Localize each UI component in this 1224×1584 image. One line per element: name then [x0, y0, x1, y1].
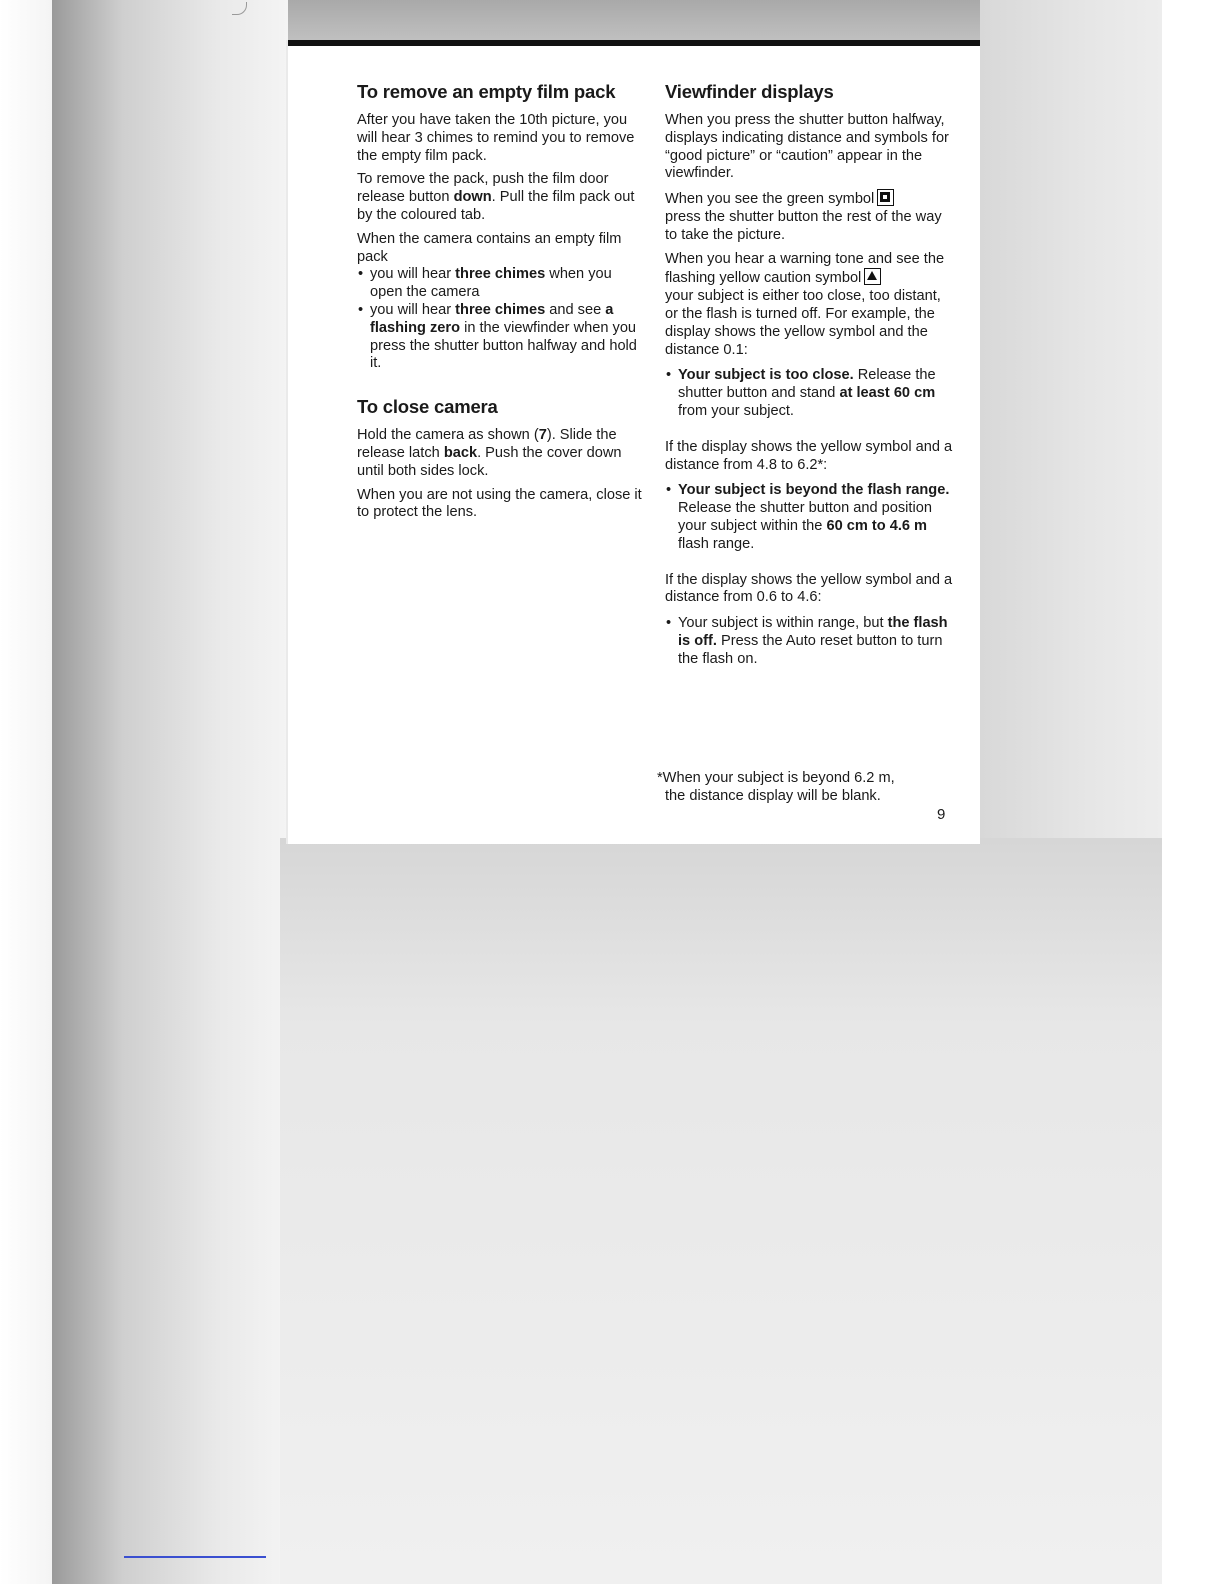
- close-camera-paragraph-1: [357, 427, 643, 480]
- flash-off-bullet-list: [665, 615, 955, 668]
- bold-run: at least 60 cm: [839, 385, 936, 402]
- text-run: . Pull the film pack out by the coloured tab.: [357, 189, 635, 223]
- scan-bottom-shadow: [280, 838, 1162, 1584]
- left-column: [357, 80, 643, 528]
- list-item: [665, 482, 955, 553]
- text-run: you will hear: [370, 301, 456, 318]
- bold-run: 60 cm to 4.6 m: [826, 517, 928, 534]
- text-run: press the shutter button the rest of the way to take the picture.: [665, 208, 942, 243]
- close-camera-paragraph-2: When you are not using the camera, close it to protect the lens.: [357, 486, 642, 521]
- text-run: you will hear: [370, 266, 456, 283]
- remove-pack-heading: To remove an empty film pack: [357, 81, 616, 102]
- distance-footnote: [657, 770, 957, 806]
- viewfinder-paragraph-5: If the display shows the yellow symbol and a distance from 0.6 to 4.6:: [665, 571, 953, 606]
- bold-run: down: [453, 189, 492, 206]
- text-run: Your subject is within range, but: [678, 615, 888, 632]
- footnote-line: the distance display will be blank.: [665, 787, 881, 804]
- bold-run: back: [443, 444, 478, 461]
- text-run: When you see the green symbol: [665, 191, 875, 208]
- text-run: To remove the pack, push the film door release button: [357, 171, 609, 206]
- scan-spine-shadow: [52, 0, 288, 1584]
- square-dot-icon: [877, 189, 894, 206]
- right-column: [665, 80, 955, 675]
- text-run: Release the shutter button and stand: [678, 367, 936, 402]
- triangle-icon: [864, 268, 881, 285]
- list-item: [665, 367, 955, 420]
- viewfinder-paragraph-3: [665, 251, 955, 360]
- bold-run: 7: [538, 427, 547, 444]
- text-run: when you open the camera: [370, 266, 612, 301]
- bold-run: Your subject is beyond the flash range.: [678, 482, 950, 499]
- beyond-range-bullet-list: [665, 482, 955, 553]
- text-run: your subject is either too close, too distant, or the flash is turned off. For example, the display shows the yellow symbol and the distance 0.1:: [665, 288, 941, 358]
- page-number: 9: [937, 806, 946, 823]
- list-item: [357, 302, 643, 373]
- text-run: Press the Auto reset button to turn the flash on.: [678, 632, 943, 667]
- viewfinder-paragraph-1: When you press the shutter button halfway, displays indicating distance and symbols for “good picture” or “caution” appear in the viewfinder.: [665, 112, 949, 182]
- scan-artifact-line: [124, 1556, 266, 1558]
- manual-page: [288, 40, 980, 844]
- bold-run: three chimes: [455, 266, 546, 283]
- bold-run: three chimes: [455, 301, 546, 318]
- viewfinder-paragraph-4: If the display shows the yellow symbol and a distance from 4.8 to 6.2*:: [665, 438, 953, 473]
- list-item: [665, 615, 955, 668]
- chime-bullet-list: [357, 266, 643, 373]
- text-run: in the viewfinder when you press the shutter button halfway and hold it.: [370, 319, 637, 372]
- remove-pack-paragraph-3: When the camera contains an empty film pack: [357, 230, 622, 265]
- close-camera-heading: To close camera: [357, 396, 498, 418]
- text-run: from your subject.: [678, 402, 794, 419]
- viewfinder-heading: Viewfinder displays: [665, 81, 834, 102]
- text-run: When you hear a warning tone and see the flashing yellow caution symbol: [665, 250, 945, 287]
- text-run: flash range.: [678, 535, 755, 552]
- bold-run: Your subject is too close.: [678, 367, 854, 384]
- text-run: . Push the cover down until both sides lock.: [357, 444, 622, 479]
- list-item: [357, 266, 643, 302]
- bold-run: a flashing zero: [370, 301, 614, 336]
- scan-left-margin: [0, 0, 52, 1584]
- too-close-bullet-list: [665, 367, 955, 420]
- text-run: Release the shutter button and position your subject within the: [678, 500, 932, 534]
- remove-pack-paragraph-1: After you have taken the 10th picture, you will hear 3 chimes to remind you to remove the empty film pack.: [357, 112, 635, 164]
- bold-run: the flash is off.: [678, 615, 948, 649]
- remove-pack-paragraph-2: [357, 171, 643, 224]
- viewfinder-paragraph-2: [665, 189, 955, 244]
- text-run: and see: [545, 301, 606, 318]
- text-run: Hold the camera as shown (: [357, 427, 539, 444]
- text-run: ). Slide the release latch: [357, 427, 617, 461]
- footnote-line: *When your subject is beyond 6.2 m,: [657, 770, 895, 786]
- scan-right-margin: [1162, 0, 1224, 1584]
